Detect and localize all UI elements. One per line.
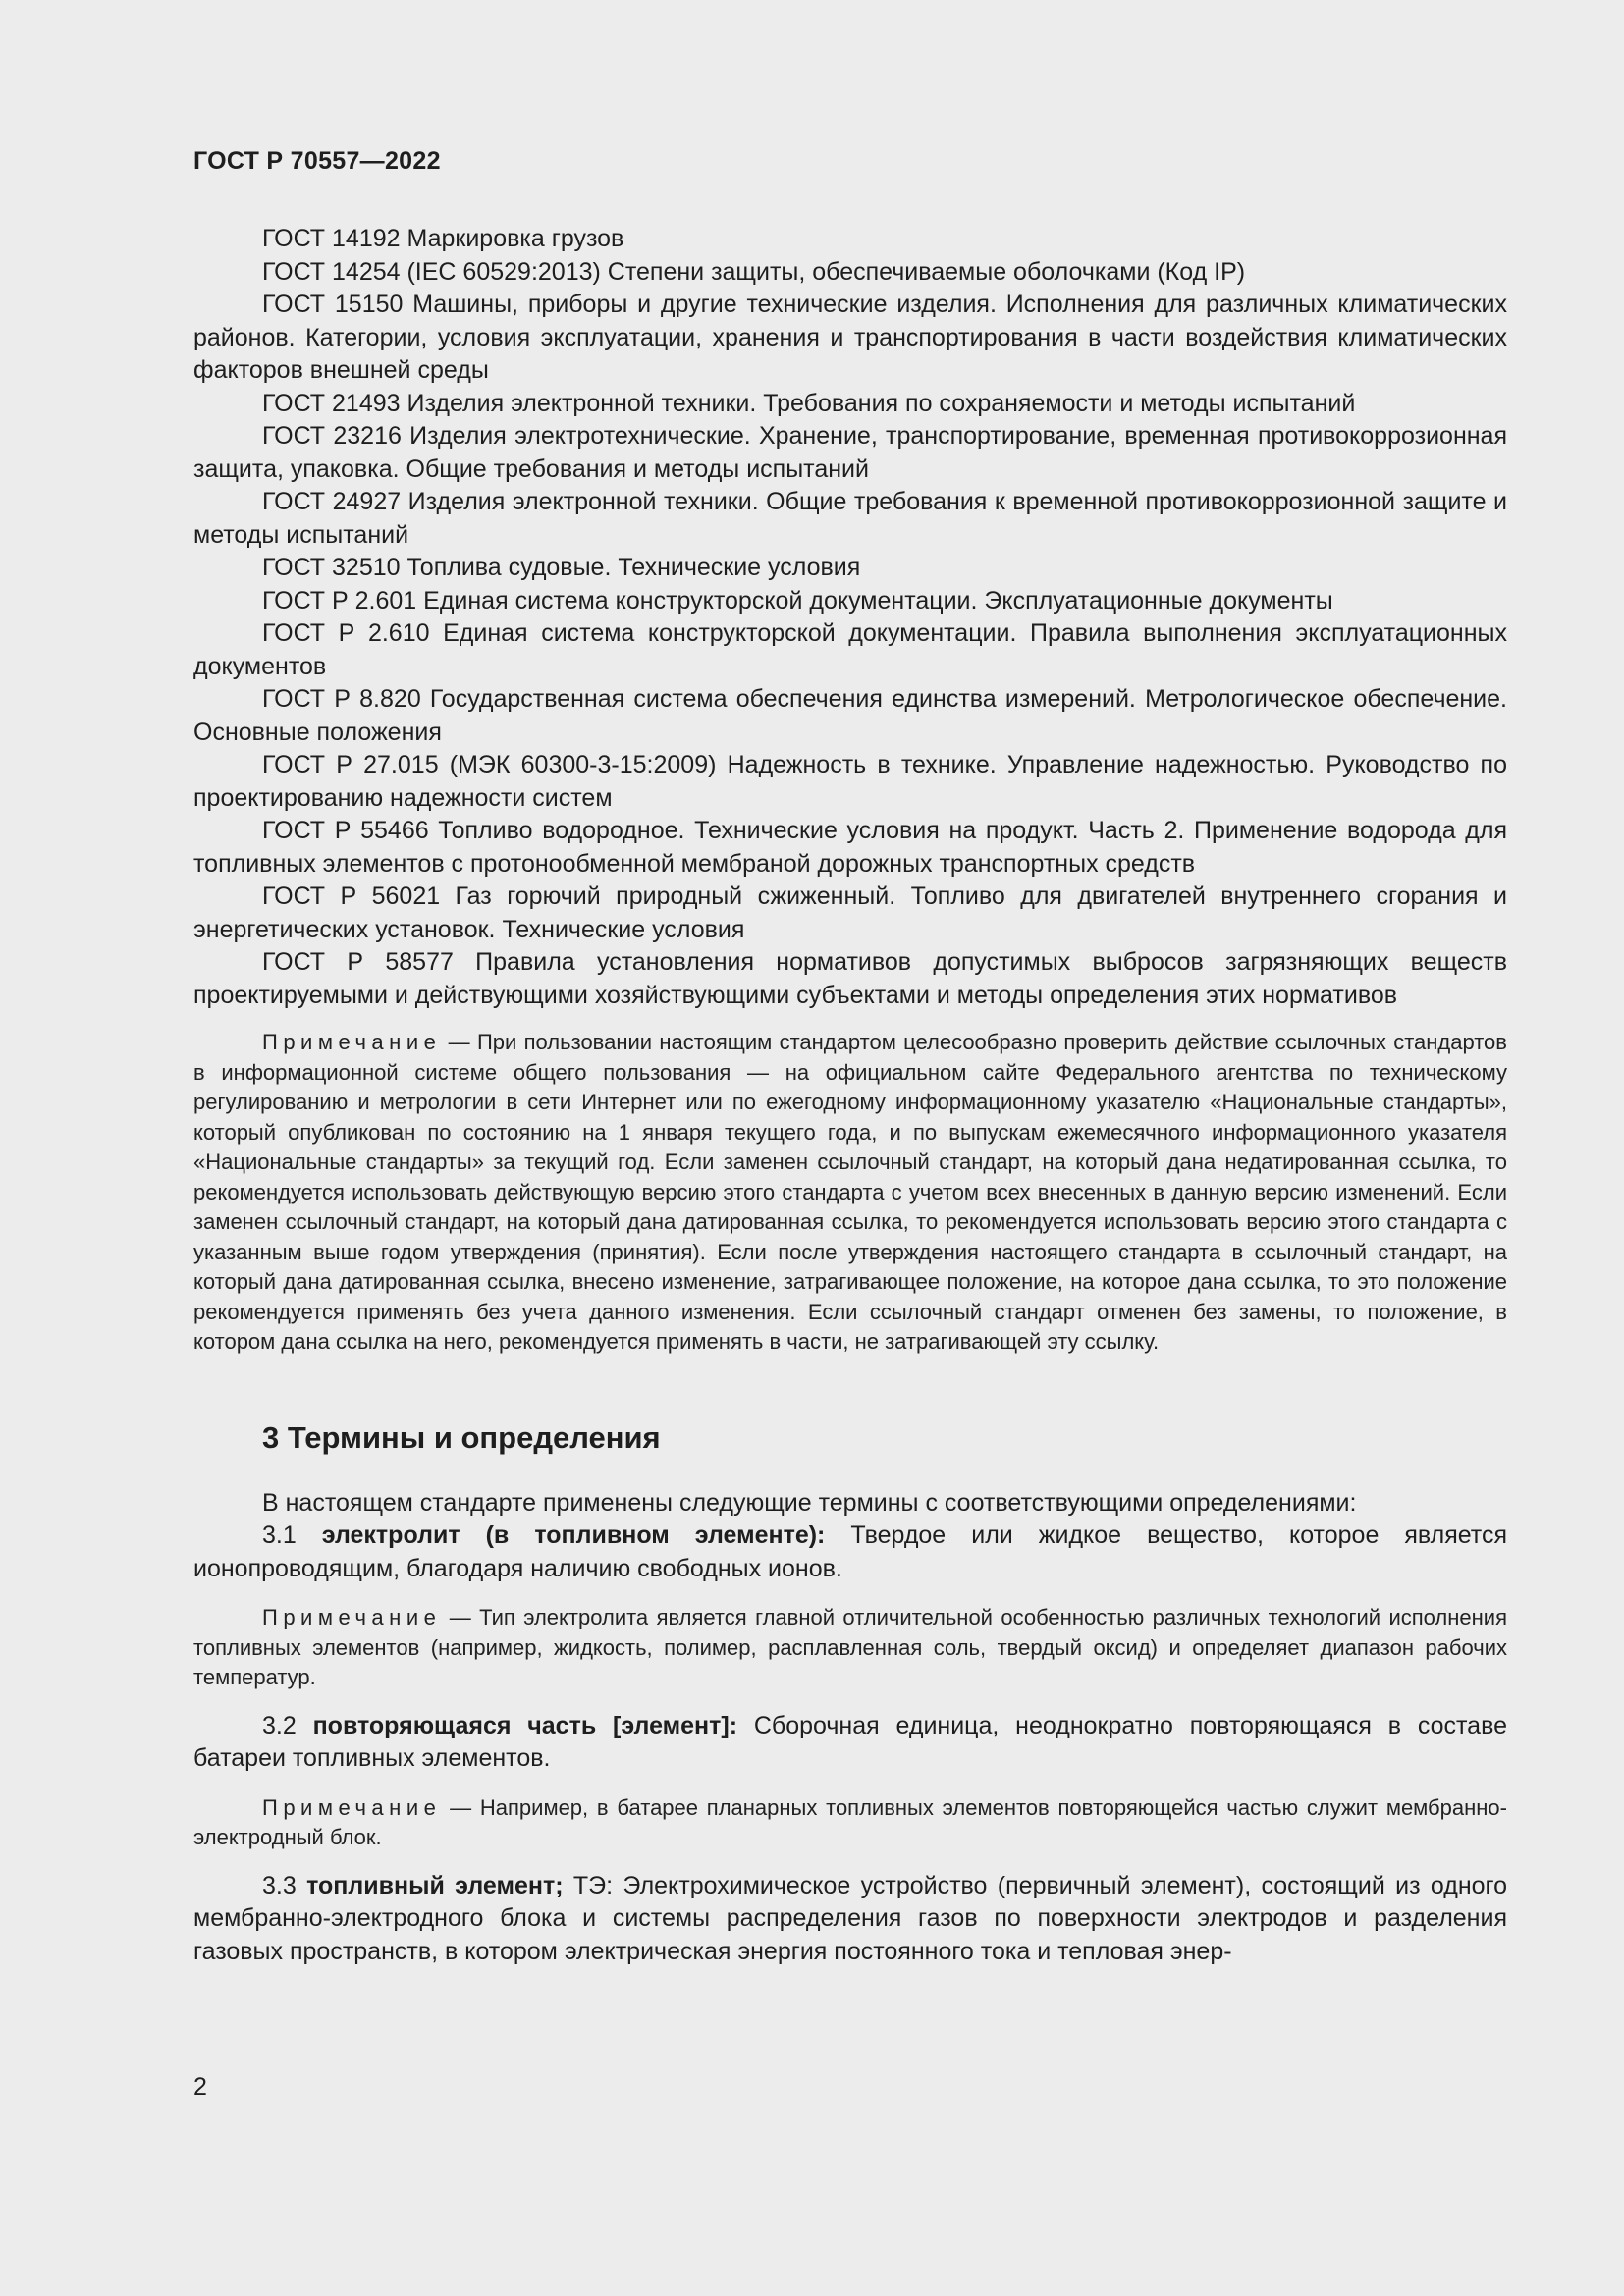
section-heading: 3 Термины и определения	[262, 1419, 661, 1455]
reference-item: ГОСТ Р 58577 Правила установления нормативов допустимых выбросов загрязняющих веществ проектируемыми и действующими хозяйствующими субъектами и методы определения этих нормативов	[193, 948, 1507, 1009]
term-name: электролит (в топливном элементе):	[321, 1522, 826, 1549]
term-definition: Сборочная единица, неоднократно повторяющаяся в составе батареи топливных элементов.	[193, 1711, 1507, 1772]
reference-item: ГОСТ Р 27.015 (МЭК 60300-3-15:2009) Надежность в технике. Управление надежностью. Руководство по проектированию надежности систем	[193, 751, 1507, 812]
term-definition: ТЭ: Электрохимическое устройство (первичный элемент), состоящий из одного мембранно-электродного блока и системы распределения газов по поверхности электродов и разделения газовых пространств, в котором электрическая энергия постоянного тока и тепловая энер-	[193, 1871, 1508, 1965]
term-name: топливный элемент;	[306, 1871, 564, 1899]
reference-item: ГОСТ 14192 Маркировка грузов	[262, 225, 624, 252]
reference-item: ГОСТ 24927 Изделия электронной техники. Общие требования к временной противокоррозионной защите и методы испытаний	[193, 488, 1507, 549]
reference-item: ГОСТ 21493 Изделия электронной техники. Требования по сохраняемости и методы испытаний	[262, 389, 1356, 417]
note-label: Примечание	[262, 1030, 442, 1054]
reference-item: ГОСТ 23216 Изделия электротехнические. Хранение, транспортирование, временная противокоррозионная защита, упаковка. Общие требования и методы испытаний	[193, 422, 1507, 483]
reference-item: ГОСТ 15150 Машины, приборы и другие технические изделия. Исполнения для различных климатических районов. Категории, условия эксплуатации, хранения и транспортирования в части воздействия климатических факторов внешней среды	[193, 291, 1507, 384]
reference-item: ГОСТ Р 2.610 Единая система конструкторской документации. Правила выполнения эксплуатационных документов	[193, 619, 1507, 680]
term-3-2-note: Примечание — Например, в батарее планарных топливных элементов повторяющейся частью служит мембранно-электродный блок.	[193, 1794, 1507, 1849]
note-text: При пользовании настоящим стандартом целесообразно проверить действие ссылочных стандартов в информационной системе общего пользования — на официальном сайте Федерального агентства по техническому регулированию и метрологии в сети Интернет или по ежегодному информационному указателю «Национальные стандарты», который опубликован по состоянию на 1 января текущего года, и по выпускам ежемесячного информационного указателя «Национальные стандарты» за текущий год. Если заменен ссылочный стандарт, на который дана недатированная ссылка, то рекомендуется использовать действующую версию этого стандарта с учетом всех внесенных в данную версию изменений. Если заменен ссылочный стандарт, на который дана датированная ссылка, то рекомендуется использовать версию этого стандарта с указанным выше годом утверждения (принятия). Если после утверждения настоящего стандарта в ссылочный стандарт, на который дана датированная ссылка, внесено изменение, затрагивающее положение, на которое дана ссылка, то это положение рекомендуется применять без учета данного изменения. Если ссылочный стандарт отменен без замены, то положение, в котором дана ссылка на него, рекомендуется применять в части, не затрагивающей эту ссылку.	[193, 1030, 1507, 1354]
term-name: повторяющаяся часть [элемент]:	[312, 1711, 738, 1739]
normative-references-list	[193, 223, 1507, 1012]
term-definition: Твердое или жидкое вещество, которое является ионопроводящим, благодаря наличию свободных ионов.	[193, 1522, 1508, 1582]
section-intro: В настоящем стандарте применены следующие термины с соответствующими определениями:	[262, 1488, 1357, 1517]
term-3-1-note: Примечание — Тип электролита является главной отличительной особенностью различных технологий исполнения топливных элементов (например, жидкость, полимер, расплавленная соль, твердый оксид) и определяет диапазон рабочих температур.	[193, 1605, 1507, 1689]
references-note: Примечание — При пользовании настоящим стандартом целесообразно проверить действие ссылочных стандартов в информационной системе общего пользования — на официальном сайте Федерального агентства по техническому регулированию и метрологии в сети Интернет или по ежегодному информационному указателю «Национальные стандарты», который опубликован по состоянию на 1 января текущего года, и по выпускам ежемесячного информационного указателя «Национальные стандарты» за текущий год. Если заменен ссылочный стандарт, на который дана недатированная ссылка, то рекомендуется использовать действующую версию этого стандарта с учетом всех внесенных в данную версию изменений. Если заменен ссылочный стандарт, на который дана датированная ссылка, то рекомендуется использовать версию этого стандарта с указанным выше годом утверждения (принятия). Если после утверждения настоящего стандарта в ссылочный стандарт, на который дана датированная ссылка, внесено изменение, затрагивающее положение, на которое дана ссылка, то это положение рекомендуется применять без учета данного изменения. Если ссылочный стандарт отменен без замены, то положение, в котором дана ссылка на него, рекомендуется применять в части, не затрагивающей эту ссылку.	[193, 1030, 1507, 1354]
document-header: ГОСТ Р 70557—2022	[193, 147, 441, 175]
term-3-1: 3.1 электролит (в топливном элементе): Твердое или жидкое вещество, которое является ионопроводящим, благодаря наличию свободных ионов.	[193, 1522, 1508, 1582]
reference-item: ГОСТ Р 56021 Газ горючий природный сжиженный. Топливо для двигателей внутреннего сгорания и энергетических установок. Технические условия	[193, 882, 1507, 943]
reference-item: ГОСТ Р 55466 Топливо водородное. Технические условия на продукт. Часть 2. Применение водорода для топливных элементов с протонообменной мембраной дорожных транспортных средств	[193, 817, 1507, 878]
reference-item: ГОСТ Р 2.601 Единая система конструкторской документации. Эксплуатационные документы	[262, 586, 1333, 614]
term-3-3: 3.3 топливный элемент; ТЭ: Электрохимическое устройство (первичный элемент), состоящий из одного мембранно-электродного блока и системы распределения газов по поверхности электродов и разделения газовых пространств, в котором электрическая энергия постоянного тока и тепловая энер-	[193, 1871, 1508, 1965]
reference-item: ГОСТ 14254 (IEC 60529:2013) Степени защиты, обеспечиваемые оболочками (Код IP)	[262, 257, 1246, 286]
reference-item: ГОСТ 32510 Топлива судовые. Технические условия	[262, 554, 861, 581]
term-3-2: 3.2 повторяющаяся часть [элемент]: Сборочная единица, неоднократно повторяющаяся в составе батареи топливных элементов.	[193, 1711, 1507, 1772]
reference-item: ГОСТ Р 8.820 Государственная система обеспечения единства измерений. Метрологическое обеспечение. Основные положения	[193, 685, 1507, 746]
page-number: 2	[193, 2073, 207, 2101]
page-content	[193, 223, 1507, 1968]
